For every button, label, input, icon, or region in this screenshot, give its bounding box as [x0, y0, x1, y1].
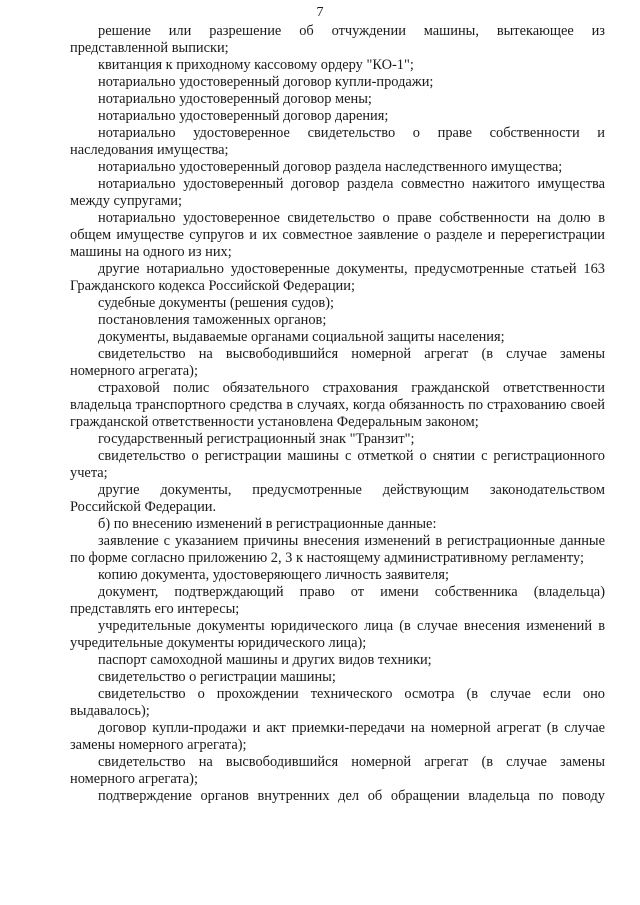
paragraph: нотариально удостоверенный договор купли-продажи; [98, 74, 434, 90]
paragraph: нотариально удостоверенный договор раздела наследственного имущества; [98, 159, 563, 175]
section-heading: б) по внесению изменений в регистрационные данные: [98, 516, 437, 532]
paragraph: нотариально удостоверенное свидетельство о праве собственности и наследования имущества; [70, 125, 605, 158]
paragraph: постановления таможенных органов; [98, 312, 327, 328]
paragraph: другие документы, предусмотренные действующим законодательством Российской Федерации. [70, 482, 605, 515]
page-number: 7 [316, 5, 324, 20]
paragraph: квитанция к приходному кассовому ордеру "КО-1"; [98, 57, 414, 73]
paragraph: нотариально удостоверенный договор дарения; [98, 108, 389, 124]
paragraph: договор купли-продажи и акт приемки-передачи на номерной агрегат (в случае замены номерного агрегата); [70, 720, 605, 753]
paragraph: паспорт самоходной машины и других видов техники; [98, 652, 432, 668]
paragraph: страховой полис обязательного страхования гражданской ответственности владельца транспортного средства в случаях, когда обязанность по страхованию своей гражданской ответственности установлена Федеральным законом; [70, 380, 605, 430]
paragraph: копию документа, удостоверяющего личность заявителя; [98, 567, 449, 583]
paragraph: свидетельство на высвободившийся номерной агрегат (в случае замены номерного агрегата); [70, 754, 605, 787]
paragraph: свидетельство на высвободившийся номерной агрегат (в случае замены номерного агрегата); [70, 346, 605, 379]
paragraph: свидетельство о прохождении технического осмотра (в случае если оно выдавалось); [70, 686, 605, 719]
document-body [70, 23, 605, 805]
paragraph: документы, выдаваемые органами социальной защиты населения; [98, 329, 505, 345]
paragraph: заявление с указанием причины внесения изменений в регистрационные данные по форме согласно приложению 2, 3 к настоящему административному регламенту; [70, 533, 605, 566]
paragraph: нотариально удостоверенное свидетельство о праве собственности на долю в общем имуществе супругов и их совместное заявление о разделе и перерегистрации машины на одного из них; [70, 210, 605, 260]
paragraph: подтверждение органов внутренних дел об обращении владельца по поводу [98, 788, 605, 804]
paragraph: судебные документы (решения судов); [98, 295, 334, 311]
paragraph: государственный регистрационный знак "Транзит"; [98, 431, 415, 447]
paragraph: другие нотариально удостоверенные документы, предусмотренные статьей 163 Гражданского кодекса Российской Федерации; [70, 261, 605, 294]
paragraph: решение или разрешение об отчуждении машины, вытекающее из представленной выписки; [70, 23, 605, 56]
paragraph: нотариально удостоверенный договор мены; [98, 91, 372, 107]
paragraph: учредительные документы юридического лица (в случае внесения изменений в учредительные документы юридического лица); [70, 618, 605, 651]
paragraph: нотариально удостоверенный договор раздела совместно нажитого имущества между супругами; [70, 176, 605, 209]
paragraph: свидетельство о регистрации машины с отметкой о снятии с регистрационного учета; [70, 448, 605, 481]
paragraph: документ, подтверждающий право от имени собственника (владельца) представлять его интересы; [70, 584, 605, 617]
paragraph: свидетельство о регистрации машины; [98, 669, 336, 685]
